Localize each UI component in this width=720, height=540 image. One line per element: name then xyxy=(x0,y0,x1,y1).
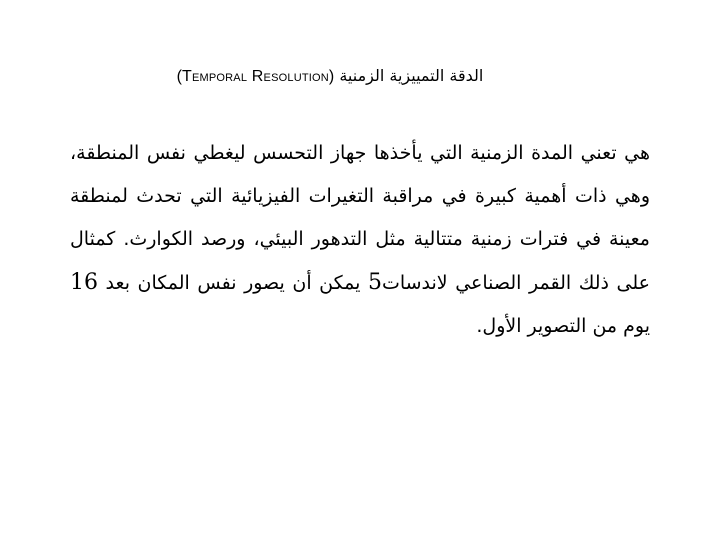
paragraph-part-3: يوم من التصوير الأول. xyxy=(476,315,650,337)
title-arabic: الدقة التمييزية الزمنية xyxy=(339,66,484,85)
days-number: 16 xyxy=(70,270,98,295)
paragraph-part-2: يمكن أن يصور نفس المكان بعد xyxy=(98,272,368,294)
slide-title xyxy=(100,64,560,89)
landsat-number: 5 xyxy=(367,270,382,295)
paragraph-part-1: هي تعني المدة الزمنية التي يأخذها جهاز التحسس ليغطي نفس المنطقة، وهي ذات أهمية كبيرة في مراقبة التغيرات الفيزيائية التي تحدث لمنطقة معينة في فترات زمنية متتالية مثل التدهور البيئي، ورصد الكوارث. كمثال على ذلك القمر الصناعي لاندسات xyxy=(70,142,650,294)
body-paragraph xyxy=(70,132,650,348)
title-english: (Temporal Resolution) xyxy=(176,68,335,85)
